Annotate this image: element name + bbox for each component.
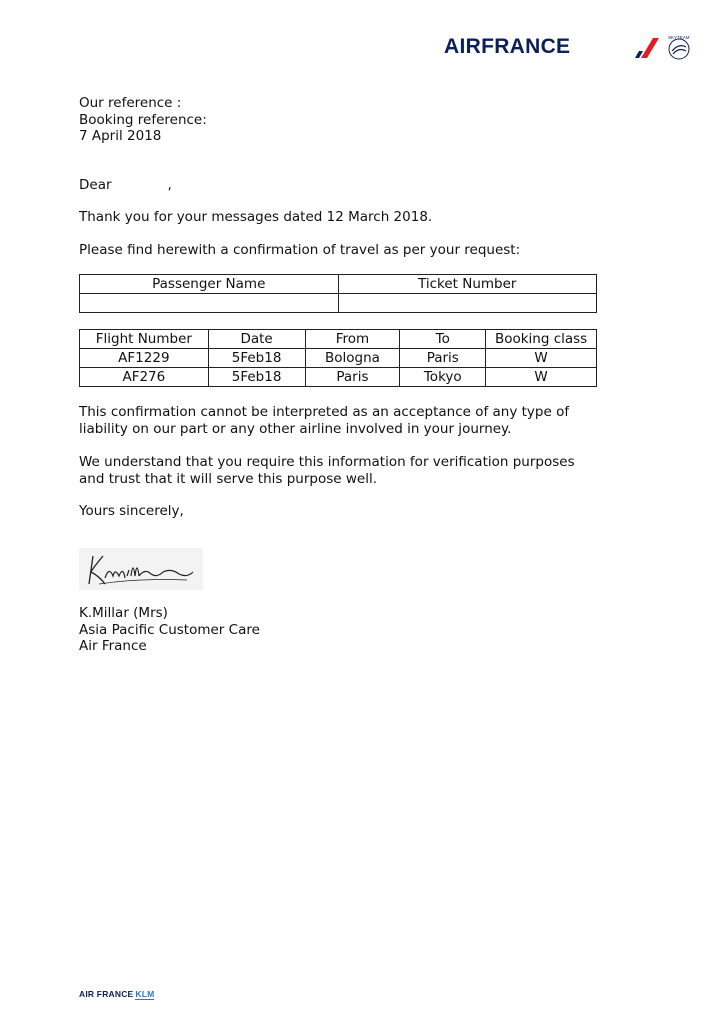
salutation <box>79 177 172 194</box>
flight-number-cell: AF1229 <box>80 349 209 368</box>
table-row <box>80 349 597 368</box>
header-date: Date <box>208 330 305 349</box>
confirmation-line: liability on our part or any other airline involved in your journey. <box>79 420 512 437</box>
skyteam-seal-icon <box>666 33 692 63</box>
from-cell: Paris <box>305 368 400 387</box>
header-to: To <box>400 330 486 349</box>
date-cell: 5Feb18 <box>208 368 305 387</box>
table-row <box>80 294 597 313</box>
booking-reference: Booking reference: <box>79 111 207 128</box>
footer-logo <box>79 982 154 1001</box>
letter-date: 7 April 2018 <box>79 128 162 144</box>
table-header-row <box>80 275 597 294</box>
closing: Yours sincerely, <box>79 503 184 519</box>
header-ticket-number: Ticket Number <box>338 275 597 294</box>
header-from: From <box>305 330 400 349</box>
booking-class-cell: W <box>486 368 597 387</box>
air-france-logo <box>444 33 692 65</box>
verification-line: We understand that you require this information for verification purposes <box>79 454 575 470</box>
footer-klm: KLM <box>135 989 155 999</box>
thanks-line: Thank you for your messages dated 12 March 2018. <box>79 209 433 225</box>
salutation-comma: , <box>167 177 172 193</box>
passenger-table <box>79 274 597 313</box>
verification-paragraph <box>79 454 575 487</box>
request-line: Please find herewith a confirmation of travel as per your request: <box>79 242 521 258</box>
skyteam-seal-text: SKYTEAM <box>668 35 690 40</box>
our-reference: Our reference : <box>79 95 182 111</box>
logo-wordmark: AIRFRANCE <box>444 35 571 58</box>
signer-block <box>79 605 260 655</box>
flight-table <box>79 329 597 387</box>
footer-air-france: AIR FRANCE <box>79 989 134 999</box>
signature <box>79 548 203 590</box>
reference-block <box>79 95 207 145</box>
verification-line: and trust that it will serve this purpose well. <box>79 470 378 487</box>
to-cell: Paris <box>400 349 486 368</box>
signer-company: Air France <box>79 638 147 654</box>
header-flight-number: Flight Number <box>80 330 209 349</box>
signer-department: Asia Pacific Customer Care <box>79 621 260 638</box>
header-booking-class: Booking class <box>486 330 597 349</box>
passenger-name-cell <box>80 294 339 313</box>
from-cell: Bologna <box>305 349 400 368</box>
header-passenger-name: Passenger Name <box>80 275 339 294</box>
flight-number-cell: AF276 <box>80 368 209 387</box>
confirmation-paragraph <box>79 404 569 437</box>
signer-name: K.Millar (Mrs) <box>79 605 168 621</box>
table-header-row <box>80 330 597 349</box>
confirmation-line: This confirmation cannot be interpreted as an acceptance of any type of <box>79 404 570 420</box>
salutation-word: Dear <box>79 177 112 193</box>
ticket-number-cell <box>338 294 597 313</box>
booking-class-cell: W <box>486 349 597 368</box>
to-cell: Tokyo <box>400 368 486 387</box>
table-row <box>80 368 597 387</box>
logo-stripe-icon <box>633 38 663 58</box>
date-cell: 5Feb18 <box>208 349 305 368</box>
